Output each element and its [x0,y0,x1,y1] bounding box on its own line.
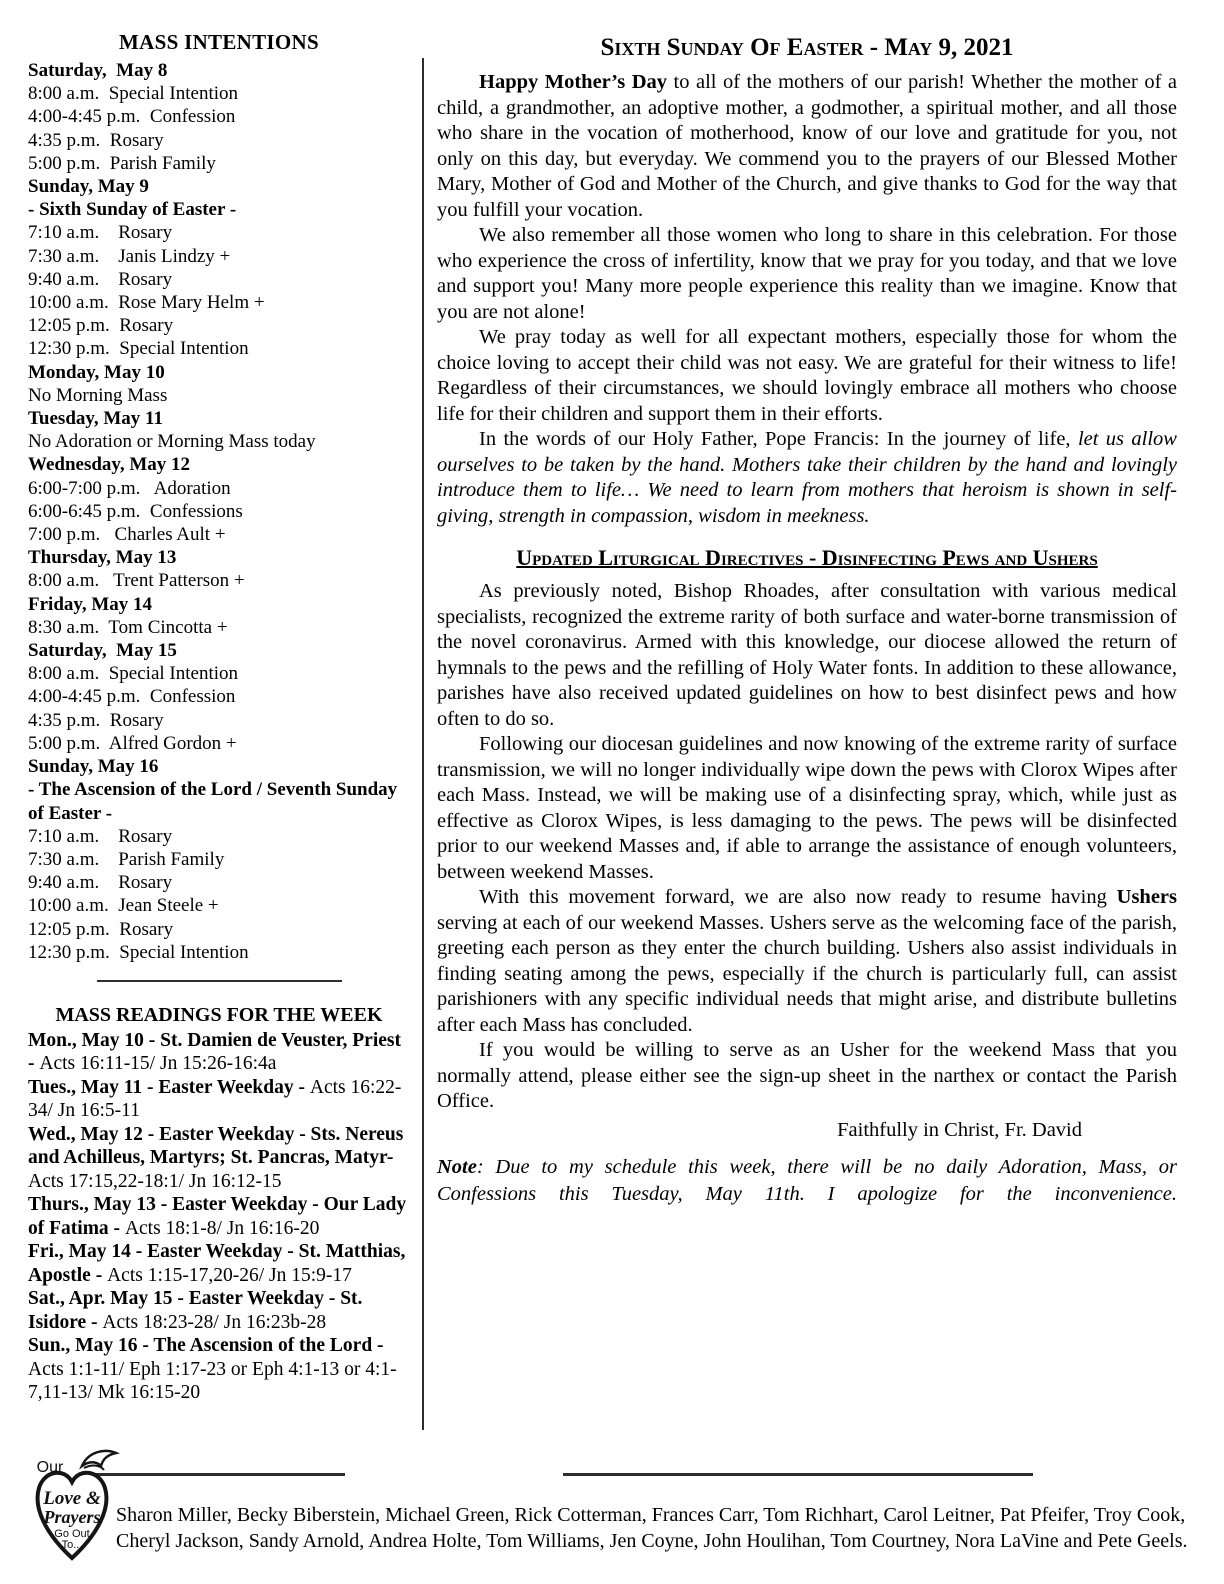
note-paragraph [437,1154,1177,1208]
note-label: Note [437,1155,477,1178]
reading-entry: Wed., May 12 - Easter Weekday - Sts. Nereus and Achilleus, Martyrs; St. Pancras, Matyr- Acts 17:15,22-18:1/ Jn 16:12-15 [28,1123,404,1192]
article-paragraph [437,223,1177,325]
schedule-entry: 5:00 p.m. Parish Family [28,152,216,174]
footer-rule-left [95,1473,345,1476]
paragraph-segment: serving at each of our weekend Masses. Ushers serve as the welcoming face of the parish, greeting each person as they enter the church building. Ushers also assist individuals in finding seating among the pews, especially if the church is particularly full, can assist parishioners with any specific individual needs that might arise, and distribute bulletins after each Mass has concluded. [437,911,1177,1036]
schedule-day-header: - The Ascension of the Lord / Seventh Sunday of Easter - [28,779,402,824]
schedule-entry: No Adoration or Morning Mass today [28,431,316,453]
schedule-entry: 9:40 a.m. Rosary [28,268,173,290]
schedule-entry: 4:00-4:45 p.m. Confession [28,106,236,128]
schedule-entry: 7:10 a.m. Rosary [28,825,173,847]
signoff: Faithfully in Christ, Fr. David [837,1118,1082,1141]
column-divider [422,58,424,1430]
article-paragraph [437,732,1177,885]
schedule-entry: 8:00 a.m. Special Intention [28,663,239,685]
schedule-entry: 10:00 a.m. Rose Mary Helm + [28,292,265,314]
schedule-entry: 8:00 a.m. Special Intention [28,83,239,105]
svg-text:Love &: Love & [43,1488,101,1509]
reading-entry: Sun., May 16 - The Ascension of the Lord - Acts 1:1-11/ Eph 1:17-23 or Eph 4:1-13 or 4:1-7,11-13/ Mk 16:15-20 [28,1335,397,1404]
paragraph-segment: Ushers [1116,886,1177,908]
schedule-entry: 12:30 p.m. Special Intention [28,941,249,963]
schedule-day-header: Thursday, May 13 [28,547,177,569]
svg-text:Our: Our [36,1459,64,1476]
heart-dove-icon [24,1446,120,1568]
schedule-entry: 7:30 a.m. Parish Family [28,848,225,870]
schedule-day-header: Saturday, May 15 [28,640,177,662]
article-paragraph [437,427,1177,529]
article-paragraph [437,325,1177,427]
paragraph-segment: Following our diocesan guidelines and now knowing of the extreme rarity of surface transmission, we will no longer individually wipe down the pews with Clorox Wipes after each Mass. Instead, we will be making use of a disinfecting spray, which, while just as effective as Clorox Wipes, is less damaging to the pews. The pews will be disinfected prior to our weekend Masses and, if able to arrange the assistance of enough volunteers, between weekend Masses. [437,733,1177,883]
mass-readings-title: MASS READINGS FOR THE WEEK [55,1003,383,1026]
schedule-day-header: - Sixth Sunday of Easter - [28,199,237,221]
paragraph-segment: If you would be willing to serve as an Usher for the weekend Mass that you normally attend, please either see the sign-up sheet in the narthex or contact the Parish Office. [437,1039,1177,1112]
schedule-entry: 12:05 p.m. Rosary [28,918,174,940]
schedule-entry: 10:00 a.m. Jean Steele + [28,895,219,917]
schedule-entry: 12:30 p.m. Special Intention [28,338,249,360]
page-title: Sixth Sunday Of Easter - May 9, 2021 [600,34,1014,61]
schedule-entry: 8:00 a.m. Trent Patterson + [28,570,245,592]
paragraph-segment: Happy Mother’s Day [479,71,668,93]
prayer-list-names: Sharon Miller, Becky Biberstein, Michael Green, Rick Cotterman, Frances Carr, Tom Richhart, Carol Leitner, Pat Pfeifer, Troy Cook, Cheryl Jackson, Sandy Arnold, Andrea Holte, Tom Williams, Jen Coyne, John Houlihan, Tom Courtney, Nora LaVine and Pete Geels. [116,1504,1188,1552]
article-bottom [437,579,1177,1115]
schedule-entry: 4:35 p.m. Rosary [28,129,164,151]
note-text: : Due to my schedule this week, there will be no daily Adoration, Mass, or Confessions this Tuesday, May 11th. I apologize for the inconvenience. [437,1155,1177,1205]
schedule-entry: 7:10 a.m. Rosary [28,222,173,244]
paragraph-segment: With this movement forward, we are also now ready to resume having [479,886,1117,908]
schedule-day-header: Saturday, May 8 [28,60,168,81]
paragraph-segment: In the words of our Holy Father, Pope Francis: In the journey of life, [479,428,1078,450]
love-prayers-heart-logo [24,1446,120,1568]
left-column-divider-rule [97,980,342,982]
paragraph-segment: We also remember all those women who long to share in this celebration. For those who experience the cross of infertility, know that we pray for you today, and that we love and support you! Many more people experience this reality than we imagine. Know that you are not alone! [437,224,1177,323]
footer-rule-right [563,1473,1033,1476]
right-column [437,34,1177,1208]
article-paragraph [437,579,1177,732]
svg-text:Go Out: Go Out [54,1528,90,1540]
article-top [437,70,1177,529]
article-paragraph [437,70,1177,223]
paragraph-segment: We pray today as well for all expectant mothers, especially those for whom the choice loving to accept their child was not easy. We are grateful for their witness to life! Regardless of their circumstances, we should lovingly embrace all mothers who choose life for their children and support them in their efforts. [437,326,1177,425]
schedule-entry: 12:05 p.m. Rosary [28,315,174,337]
schedule-entry: 8:30 a.m. Tom Cincotta + [28,616,228,638]
schedule-entry: 6:00-7:00 p.m. Adoration [28,477,231,499]
schedule-entry: 9:40 a.m. Rosary [28,872,173,894]
left-column [28,30,410,1405]
reading-entry: Mon., May 10 - St. Damien de Veuster, Priest - Acts 16:11-15/ Jn 15:26-16:4a [28,1029,401,1075]
svg-text:To...: To... [61,1539,83,1551]
reading-entry: Fri., May 14 - Easter Weekday - St. Matthias, Apostle - Acts 1:15-17,20-26/ Jn 15:9-17 [28,1241,406,1286]
article-paragraph [437,1038,1177,1115]
schedule-entry: 4:00-4:45 p.m. Confession [28,686,236,708]
mass-intentions-title: MASS INTENTIONS [119,30,319,54]
paragraph-segment: to all of the mothers of our parish! Whether the mother of a child, a grandmother, an adoptive mother, a godmother, a spiritual mother, and all those who share in the vocation of motherhood, know of our love and gratitude for you, not only on this day, but everyday. We commend you to the prayers of our Blessed Mother Mary, Mother of God and Mother of the Church, and give thanks to God for the way that you fulfill your vocation. [437,71,1177,221]
section-title-directives: Updated Liturgical Directives - Disinfecting Pews and Ushers [516,545,1098,570]
schedule-day-header: Sunday, May 16 [28,756,159,778]
schedule-entry: 5:00 p.m. Alfred Gordon + [28,732,237,754]
schedule-entry: 4:35 p.m. Rosary [28,709,164,731]
schedule-day-header: Tuesday, May 11 [28,408,163,430]
schedule-day-header: Wednesday, May 12 [28,454,191,476]
schedule-entry: 6:00-6:45 p.m. Confessions [28,500,243,522]
reading-entry: Thurs., May 13 - Easter Weekday - Our Lady of Fatima - Acts 18:1-8/ Jn 16:16-20 [28,1194,407,1239]
schedule-day-header: Monday, May 10 [28,361,165,383]
schedule-entry: 7:30 a.m. Janis Lindzy + [28,245,231,267]
schedule-entry: 7:00 p.m. Charles Ault + [28,524,226,546]
reading-entry: Tues., May 11 - Easter Weekday - Acts 16:22-34/ Jn 16:5-11 [28,1076,402,1122]
paragraph-segment: let us allow ourselves to be taken by the hand. Mothers take their children by the hand and lovingly introduce them to life… We need to learn from mothers that heroism is shown in self-giving, strength in compassion, wisdom in meekness. [437,428,1177,527]
mass-intentions-list [28,59,410,964]
svg-text:Prayers: Prayers [43,1507,101,1527]
paragraph-segment: As previously noted, Bishop Rhoades, after consultation with various medical specialists, recognized the extreme rarity of both surface and water-borne transmission of the novel coronavirus. Armed with this knowledge, our diocese allowed the return of hymnals to the pews and the refilling of Holy Water fonts. In addition to these allowance, parishes have also received updated guidelines on how to best disinfect pews and how often to do so. [437,580,1177,730]
article-paragraph [437,885,1177,1038]
schedule-entry: No Morning Mass [28,384,168,406]
schedule-day-header: Friday, May 14 [28,593,153,615]
schedule-day-header: Sunday, May 9 [28,176,149,198]
mass-readings-list [28,1029,410,1405]
reading-entry: Sat., Apr. May 15 - Easter Weekday - St. Isidore - Acts 18:23-28/ Jn 16:23b-28 [28,1288,363,1333]
